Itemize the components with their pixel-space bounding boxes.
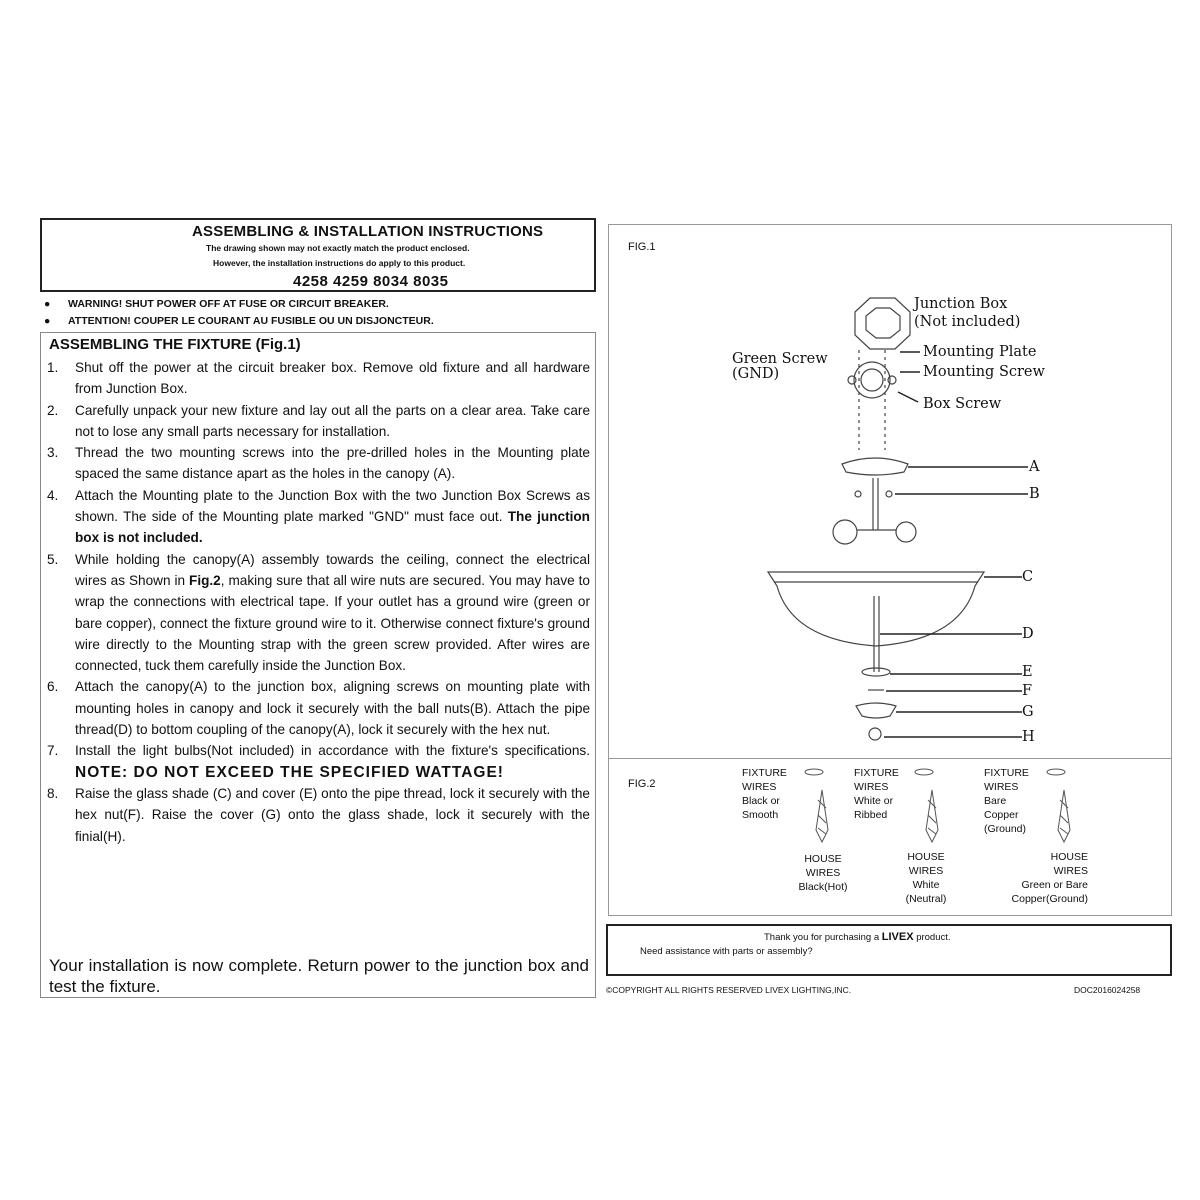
green-screw-label: Green Screw (732, 351, 828, 367)
glass-shade-icon (768, 572, 984, 646)
step-number: 8. (47, 785, 59, 801)
step-text-body: , making sure that all wire nuts are secured. You may have to wrap the connections with electrical tape. If your outlet has a ground wire (green or bare copper), connect the fixture ground wire to it. Otherwise connect fixture's ground wire directly to the Mounting strap with the green screw provided. After wires are connected, tuck them carefully inside the Junction Box. (75, 572, 590, 674)
fixture-wire-type: Ribbed (854, 809, 888, 821)
model-numbers: 4258 4259 8034 8035 (293, 273, 449, 290)
canopy-icon (842, 458, 908, 475)
fixture-wires-subtitle: WIRES (742, 781, 777, 793)
header-note-1: The drawing shown may not exactly match the product enclosed. (206, 243, 470, 253)
wire-nut-icon (1058, 790, 1070, 842)
header-title: ASSEMBLING & INSTALLATION INSTRUCTIONS (192, 223, 544, 240)
fixture-wires-title: FIXTURE (854, 767, 899, 779)
step-number: 7. (47, 743, 59, 759)
step-text-body: While holding the canopy(A) assembly towards the ceiling, connect the electrical wires as Shown in (75, 551, 590, 588)
house-wire-type: Copper(Ground) (1011, 893, 1088, 905)
box-screw-label: Box Screw (923, 396, 1002, 412)
fixture-wires-title: FIXTURE (742, 767, 787, 779)
step-number: 2. (47, 402, 59, 418)
part-label-b: B (1029, 486, 1040, 502)
step-number: 6. (47, 679, 59, 695)
fig2-label: FIG.2 (628, 778, 656, 790)
thank-you-line (764, 931, 951, 943)
fixture-wire-role: (Ground) (984, 823, 1027, 835)
fixture-wire-type: Copper (984, 809, 1019, 821)
bullet-icon: ● (44, 298, 51, 310)
house-wires-title: HOUSE (907, 851, 945, 863)
step-number: 3. (47, 445, 59, 461)
fixture-wires-subtitle: WIRES (984, 781, 1019, 793)
step-number: 5. (47, 551, 59, 567)
part-label-g: G (1022, 704, 1034, 720)
fixture-wires-black (742, 766, 787, 822)
thank-you-text: Thank you for purchasing a (764, 932, 880, 943)
section-title: ASSEMBLING THE FIXTURE (Fig.1) (49, 336, 301, 353)
warning-text: WARNING! SHUT POWER OFF AT FUSE OR CIRCUIT BREAKER. (68, 298, 389, 310)
mounting-plate-label: Mounting Plate (923, 344, 1037, 360)
fixture-wires-white (854, 766, 899, 822)
warning-text: ATTENTION! COUPER LE COURANT AU FUSIBLE OU UN DISJONCTEUR. (68, 315, 434, 327)
house-wires-title: HOUSE (1050, 851, 1088, 863)
step-text: Thread the two mounting screws into the pre-drilled holes in the Mounting plate spaced the same distance apart as the holes in the canopy (A). (75, 445, 590, 482)
fixture-wires-ground (984, 766, 1029, 836)
house-wire-color: Black(Hot) (798, 881, 848, 893)
part-label-d: D (1022, 626, 1034, 642)
fixture-wire-color: Bare (984, 795, 1007, 807)
finial-icon (869, 728, 881, 740)
step-emphasis: The junction box is not included. (75, 509, 590, 546)
step-emphasis: Fig.2 (189, 572, 221, 588)
part-label-c: C (1022, 569, 1034, 585)
step-number: 1. (47, 360, 59, 375)
fixture-wires-subtitle: WIRES (854, 781, 889, 793)
part-label-e: E (1022, 664, 1033, 680)
house-wires-white (896, 850, 956, 906)
junction-box-label: Junction Box (914, 296, 1008, 312)
copyright-notice: ©COPYRIGHT ALL RIGHTS RESERVED LIVEX LIGHTING,INC. (606, 985, 852, 995)
wire-nut-icon (926, 790, 938, 842)
fixture-wire-color: Black or (742, 795, 780, 807)
document-id: DOC2016024258 (1074, 985, 1141, 995)
fixture-wire-type: Smooth (742, 809, 779, 821)
junction-box-note: (Not included) (914, 314, 1021, 330)
house-wire-color: White (912, 879, 940, 891)
step-text: Shut off the power at the circuit breaker box. Remove old fixture and all hardware from Junction Box. (75, 360, 590, 397)
step-text-body: Install the light bulbs(Not included) in accordance with the fixture's specifications. (75, 743, 590, 759)
mounting-screw-label: Mounting Screw (923, 364, 1045, 380)
house-wires-black (790, 852, 856, 894)
step-text: Raise the glass shade (C) and cover (E) onto the pipe thread, lock it securely with the hex nut(F). Raise the cover (G) onto the glass shade, lock it securely with the finial(H). (75, 785, 590, 844)
house-wires-title: HOUSE (804, 853, 842, 865)
house-wires-subtitle: WIRES (908, 865, 944, 877)
fixture-wires-title: FIXTURE (984, 767, 1029, 779)
house-wire-color: Green or Bare (1021, 879, 1088, 891)
step-text: Attach the canopy(A) to the junction box, aligning screws on mounting plate with mounting holes in canopy and lock it securely with the ball nuts(B). Attach the pipe thread(D) to bottom coupling of the canopy(A), lock it securely with the hex nut. (75, 679, 590, 738)
part-label-h: H (1022, 729, 1035, 745)
step-emphasis: NOTE: DO NOT EXCEED THE SPECIFIED WATTAGE! (75, 763, 504, 781)
header-note-2: However, the installation instructions do apply to this product. (213, 258, 466, 268)
step-text-body: Attach the Mounting plate to the Junction Box with the two Junction Box Screws as shown. The side of the Mounting plate marked "GND" must face out. (75, 487, 590, 525)
fixture-wire-color: White or (854, 795, 894, 807)
green-screw-note: (GND) (732, 366, 780, 382)
house-wire-type: (Neutral) (905, 893, 947, 905)
junction-box-icon (855, 298, 910, 349)
assistance-line: Need assistance with parts or assembly? (640, 946, 813, 957)
step-text: Carefully unpack your new fixture and lay out all the parts on a clear area. Take care not to lose any small parts necessary for installation. (75, 402, 590, 439)
house-wires-ground (994, 850, 1088, 906)
completion-note: Your installation is now complete. Return power to the junction box and test the fixture. (49, 956, 589, 996)
fig1-label: FIG.1 (628, 241, 656, 253)
wire-nut-icon (816, 790, 828, 842)
bullet-icon: ● (44, 315, 51, 327)
house-wires-subtitle: WIRES (1053, 865, 1088, 877)
brand-name: LIVEX (881, 931, 914, 943)
part-label-f: F (1022, 683, 1033, 699)
step-number: 4. (47, 487, 59, 503)
part-label-a: A (1029, 459, 1040, 475)
thank-you-box (606, 924, 1172, 976)
house-wires-subtitle: WIRES (805, 867, 841, 879)
thank-you-text-end: product. (916, 932, 951, 943)
